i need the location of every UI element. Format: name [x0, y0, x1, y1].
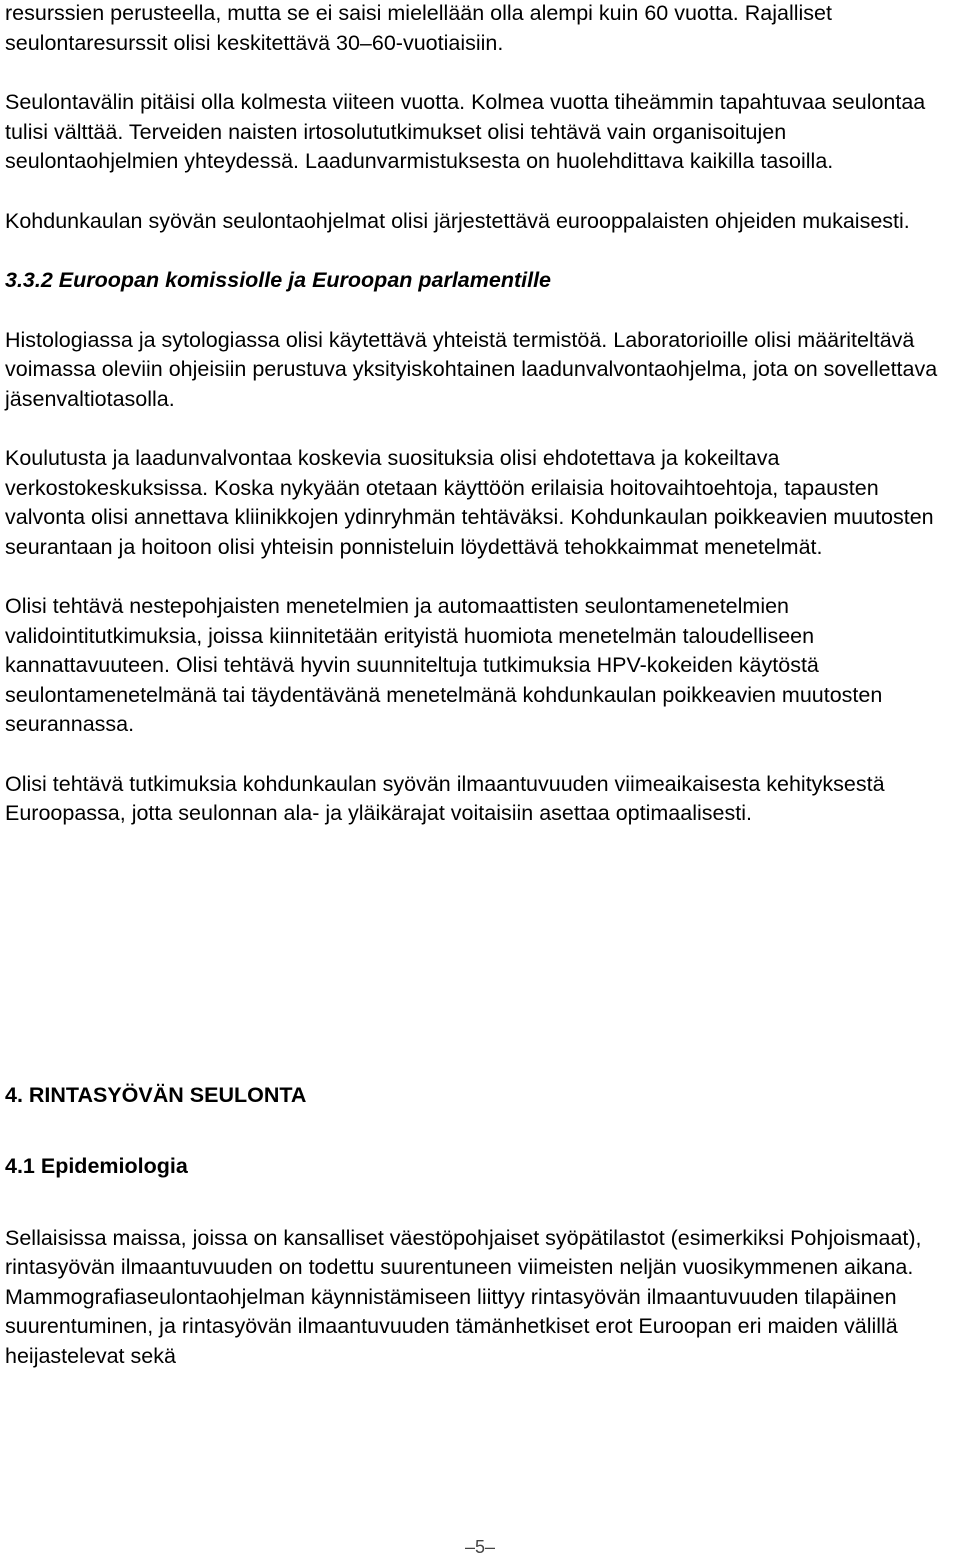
paragraph-training-quality: Koulutusta ja laadunvalvontaa koskevia suosituksia olisi ehdotettava ja kokeiltava verkostokeskuksissa. Koska nykyään otetaan käyttöön erilaisia hoitovaihtoehtoja, tapausten valvonta olisi annettava kliinikkojen ydinryhmän tehtäväksi. Kohdunkaulan poikkeavien muutosten seurantaan ja hoitoon olisi yhteisin ponnisteluin löydettävä tehokkaimmat menetelmät. — [5, 446, 934, 559]
paragraph-validation-studies: Olisi tehtävä nestepohjaisten menetelmien ja automaattisten seulontamenetelmien validointitutkimuksia, joissa kiinnitetään erityistä huomiota menetelmän taloudelliseen kannattavuuteen. Olisi tehtävä hyvin suunniteltuja tutkimuksia HPV-kokeiden käytöstä seulontamenetelmänä tai täydentävänä menetelmänä kohdunkaulan poikkeavien muutosten seurannassa. — [5, 594, 883, 736]
paragraph-incidence-studies: Olisi tehtävä tutkimuksia kohdunkaulan syövän ilmaantuvuuden viimeaikaisesta kehityksestä Euroopassa, jotta seulonnan ala- ja yläikärajat voitaisiin asettaa optimaalisesti. — [5, 771, 885, 825]
paragraph-european-guidelines: Kohdunkaulan syövän seulontaohjelmat olisi järjestettävä eurooppalaisten ohjeiden mukaisesti. — [5, 208, 910, 233]
page-number: –5– — [464, 1537, 496, 1557]
paragraph-screening-age: resurssien perusteella, mutta se ei saisi mielellään olla alempi kuin 60 vuotta. Rajalliset seulontaresurssit olisi keskitettävä 30–60-vuotiaisiin. — [5, 1, 832, 55]
chapter-heading: 4. RINTASYÖVÄN SEULONTA — [5, 1082, 307, 1107]
section-heading: 4.1 Epidemiologia — [5, 1154, 188, 1178]
document-page — [5, 0, 957, 1371]
paragraph-screening-interval: Seulontavälin pitäisi olla kolmesta viiteen vuotta. Kolmea vuotta tiheämmin tapahtuvaa seulontaa tulisi välttää. Terveiden naisten irtosolututkimukset olisi tehtävä vain organisoitujen seulontaohjelmien yhteydessä. Laadunvarmistuksesta on huolehdittava kaikilla tasoilla. — [5, 90, 926, 173]
paragraph-terminology: Histologiassa ja sytologiassa olisi käytettävä yhteistä termistöä. Laboratorioille olisi määriteltävä voimassa oleviin ohjeisiin perustuva yksityiskohtainen laadunvalvontaohjelma, jota on sovellettava jäsenvaltiotasolla. — [5, 327, 938, 411]
subsection-heading: 3.3.2 Euroopan komissiolle ja Euroopan parlamentille — [5, 268, 552, 292]
paragraph-epidemiology: Sellaisissa maissa, joissa on kansalliset väestöpohjaiset syöpätilastot (esimerkiksi Pohjoismaat), rintasyövän ilmaantuvuuden on todettu suurentuneen viimeisten neljän vuosikymmenen aikana. Mammografiaseulontaohjelman käynnistämiseen liittyy rintasyövän ilmaantuvuuden tilapäinen suurentuminen, ja rintasyövän ilmaantuvuuden tämänhetkiset erot Euroopan eri maiden välillä heijastelevat sekä — [5, 1225, 922, 1368]
